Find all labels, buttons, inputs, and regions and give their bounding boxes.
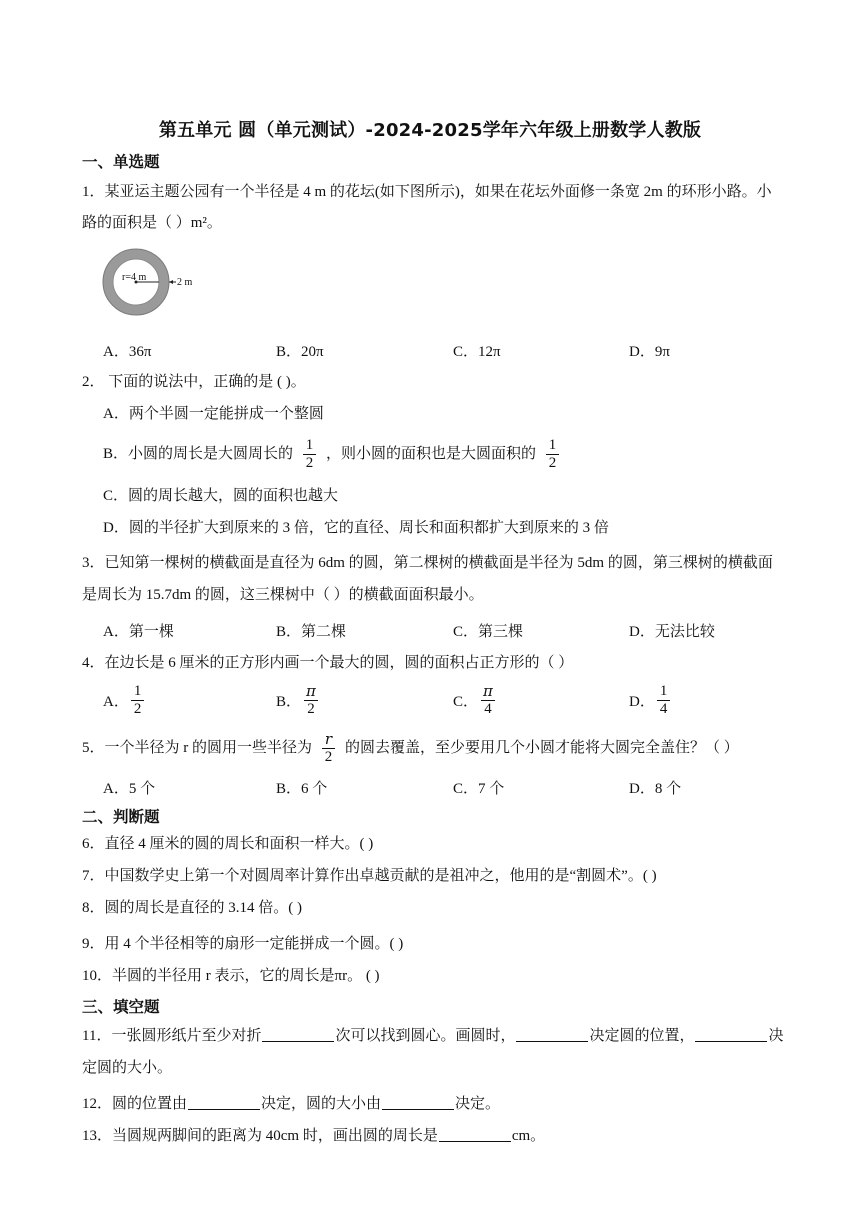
fraction-numerator: r	[324, 730, 333, 749]
answer-blank[interactable]	[439, 1127, 511, 1142]
question-11-line-2: 定圆的大小。	[82, 1060, 173, 1076]
q1-option-b[interactable]: B．20π	[276, 344, 324, 360]
option-letter: C．	[453, 694, 479, 710]
option-letter: B．	[276, 694, 302, 710]
q2-option-a[interactable]: A．两个半圆一定能拼成一个整圆	[103, 406, 324, 422]
fraction-one-half	[546, 437, 560, 472]
option-letter: D．	[629, 694, 655, 710]
fraction-numerator: 1	[659, 683, 668, 699]
q12-text-1: 12．圆的位置由	[82, 1096, 188, 1112]
q2-option-b[interactable]	[103, 434, 565, 474]
q2-option-d[interactable]: D．圆的半径扩大到原来的 3 倍，它的直径、周长和面积都扩大到原来的 3 倍	[103, 520, 609, 536]
q5-stem-text-2: 的圆去覆盖，至少要用几个小圆才能将大圆完全盖住？（ ）	[345, 740, 739, 756]
fraction-denominator: 2	[322, 748, 336, 766]
q11-text-1: 11．一张圆形纸片至少对折	[82, 1028, 262, 1044]
answer-blank[interactable]	[382, 1095, 454, 1110]
question-6: 6．直径 4 厘米的圆的周长和面积一样大。( )	[82, 836, 374, 852]
fraction-numerator: 1	[133, 683, 142, 699]
question-2-stem: 2． 下面的说法中，正确的是 ( )。	[82, 374, 306, 390]
question-3-line-2: 是周长为 15.7dm 的圆，这三棵树中（ ）的横截面面积最小。	[82, 587, 484, 603]
q3-option-c[interactable]: C．第三棵	[453, 624, 524, 640]
fraction-denominator: 4	[657, 700, 671, 718]
q5-option-a[interactable]: A．5 个	[103, 781, 156, 797]
q3-option-a[interactable]: A．第一棵	[103, 624, 174, 640]
q12-text-3: 决定。	[455, 1096, 501, 1112]
question-7: 7．中国数学史上第一个对圆周率计算作出卓越贡献的是祖冲之，他用的是“割圆术”。( )	[82, 868, 657, 884]
q4-option-c[interactable]	[453, 683, 502, 718]
question-1-line-1: 1．某亚运主题公园有一个半径是 4 m 的花坛(如下图所示)，如果在花坛外面修一条宽 2m 的环形小路。小	[82, 184, 772, 200]
q11-text-4: 决	[768, 1028, 784, 1044]
q12-text-2: 决定，圆的大小由	[261, 1096, 382, 1112]
fraction-r-over-2	[322, 731, 336, 766]
fraction-numerator: π	[306, 682, 316, 700]
q11-text-3: 决定圆的位置，	[589, 1028, 695, 1044]
fraction-numerator: 1	[548, 437, 557, 454]
question-12	[82, 1094, 500, 1114]
q13-text-1: 13．当圆规两脚间的距离为 40cm 时，画出圆的周长是	[82, 1128, 438, 1144]
q1-option-c[interactable]: C．12π	[453, 344, 501, 360]
q4-option-b[interactable]	[276, 683, 325, 718]
fraction-numerator: π	[483, 682, 493, 700]
q4-option-a[interactable]	[103, 683, 150, 718]
section-heading-single-choice: 一、单选题	[82, 153, 160, 171]
fraction-denominator: 2	[304, 700, 318, 718]
radius-label: r=4 m	[122, 272, 147, 283]
question-3-line-1: 3．已知第一棵树的横截面是直径为 6dm 的圆，第二棵树的横截面是半径为 5dm 的圆，第三棵树的横截面	[82, 555, 773, 571]
section-heading-fill-blank: 三、填空题	[82, 998, 160, 1016]
fraction-denominator: 2	[546, 454, 560, 472]
answer-blank[interactable]	[262, 1027, 334, 1042]
q5-option-b[interactable]: B．6 个	[276, 781, 328, 797]
q2-option-c[interactable]: C．圆的周长越大，圆的面积也越大	[103, 488, 339, 504]
fraction-denominator: 2	[131, 700, 145, 718]
fraction-denominator: 2	[303, 454, 317, 472]
answer-blank[interactable]	[188, 1095, 260, 1110]
q3-option-b[interactable]: B．第二棵	[276, 624, 347, 640]
q11-text-2: 次可以找到圆心。画圆时，	[335, 1028, 516, 1044]
q5-option-d[interactable]: D．8 个	[629, 781, 682, 797]
question-1-line-2: 路的面积是（ ）m²。	[82, 215, 222, 231]
path-width-label: 2 m	[177, 277, 193, 288]
option-letter: A．	[103, 694, 129, 710]
question-8: 8．圆的周长是直径的 3.14 倍。( )	[82, 900, 302, 916]
question-13	[82, 1126, 545, 1146]
fraction-one-half	[303, 437, 317, 472]
q3-option-d[interactable]: D．无法比较	[629, 624, 715, 640]
fraction-denominator: 4	[481, 700, 495, 718]
page-title: 第五单元 圆（单元测试）-2024-2025学年六年级上册数学人教版	[158, 120, 702, 141]
question-4-stem: 4．在边长是 6 厘米的正方形内画一个最大的圆，圆的面积占正方形的（ ）	[82, 655, 574, 671]
answer-blank[interactable]	[516, 1027, 588, 1042]
q1-option-d[interactable]: D．9π	[629, 344, 670, 360]
q2-option-b-text-2: ，则小圆的面积也是大圆面积的	[326, 446, 537, 462]
ring-path-figure	[98, 246, 208, 318]
q4-option-d[interactable]	[629, 683, 676, 718]
q2-option-b-text-1: B．小圆的周长是大圆周长的	[103, 446, 294, 462]
question-9: 9．用 4 个半径相等的扇形一定能拼成一个圆。( )	[82, 936, 404, 952]
q5-option-c[interactable]: C．7 个	[453, 781, 505, 797]
q1-option-a[interactable]: A．36π	[103, 344, 152, 360]
question-5-stem	[82, 728, 739, 768]
answer-blank[interactable]	[695, 1027, 767, 1042]
section-heading-true-false: 二、判断题	[82, 808, 160, 826]
fraction-numerator: 1	[305, 437, 314, 454]
question-11-line-1	[82, 1026, 784, 1046]
q13-text-2: cm。	[511, 1128, 546, 1144]
question-10: 10．半圆的半径用 r 表示，它的周长是πr。 ( )	[82, 968, 380, 984]
q5-stem-text-1: 5．一个半径为 r 的圆用一些半径为	[82, 740, 312, 756]
